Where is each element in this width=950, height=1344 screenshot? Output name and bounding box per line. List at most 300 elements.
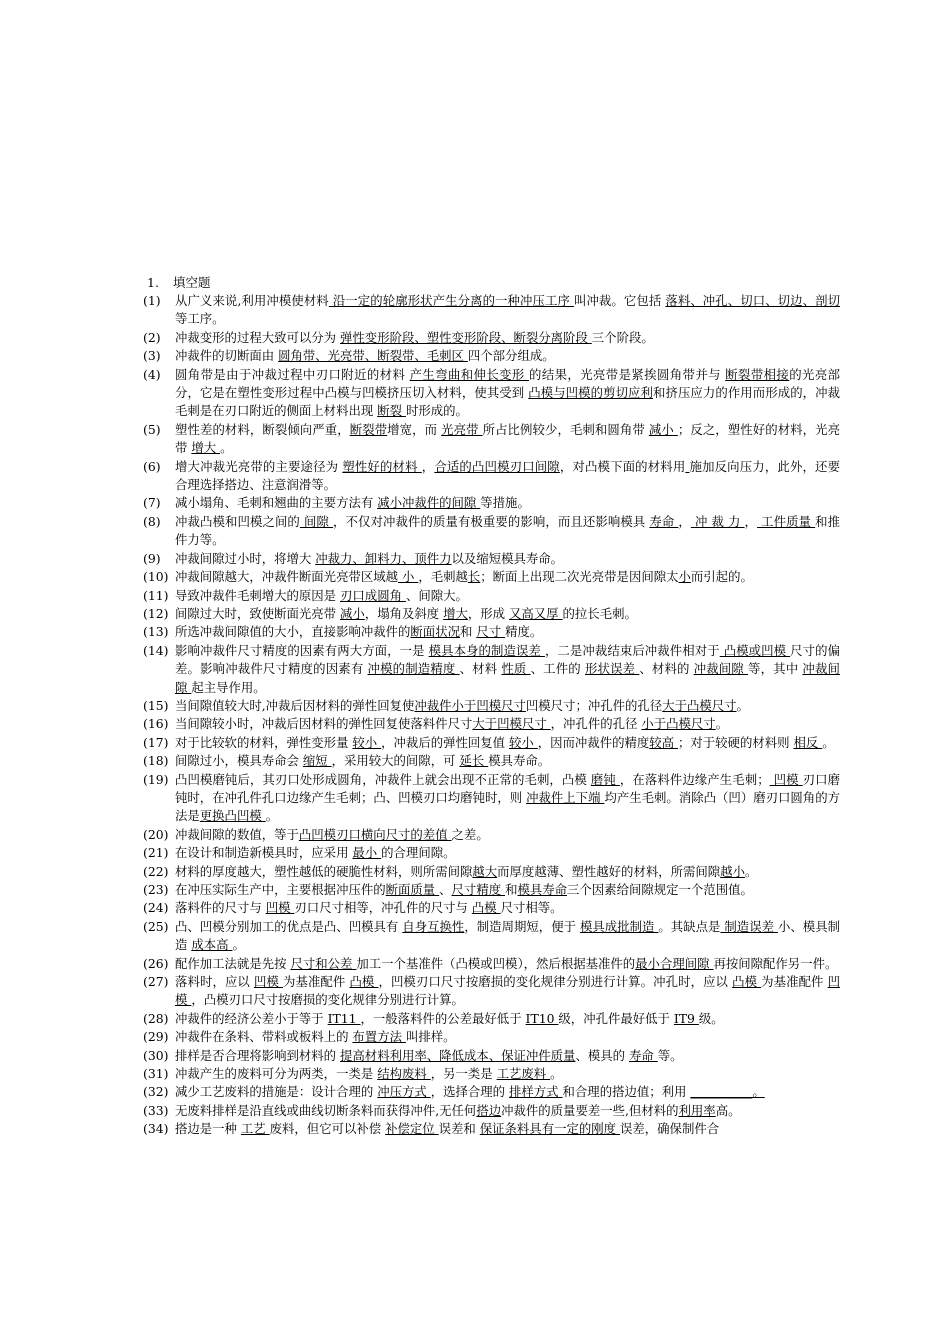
question-item [143,1028,840,1046]
question-number: (7) [143,495,161,511]
question-text [175,623,840,641]
question-text-fragment: 等工序。 [175,311,225,327]
question-text-fragment: 落料件的尺寸与 [175,900,266,916]
question-text-fragment: 高。 [715,1102,741,1118]
question-item [143,347,840,365]
question-text-fragment: 。 [232,937,245,953]
question-item [143,918,840,955]
question-text-fragment: 减小塌角、毛刺和翘曲的主要方法有 [175,495,378,511]
answer-blank: 产生弯曲和伸长变形 [409,366,530,382]
answer-blank: 小 [678,569,691,585]
question-number: (18) [143,753,169,769]
question-text-fragment: 。其缺点是 [658,918,721,934]
question-number: (29) [143,1029,169,1045]
question-item [143,568,840,586]
question-text-fragment: 叫排样。 [405,1029,456,1045]
question-text [175,513,840,550]
question-item [143,881,840,899]
answer-blank: 较高 [649,734,678,750]
question-text-fragment: ，对凸模下面的材料用 [559,458,686,474]
answer-blank: 断裂带相接 [725,366,790,382]
answer-blank: 冲裁力、卸料力、顶件力 [315,550,452,566]
question-text-fragment: 的拉长毛刺。 [562,605,637,621]
question-item [143,329,840,347]
question-text [175,568,840,586]
question-text-fragment: 减少工艺废料的措施是：设计合理的 [175,1084,378,1100]
question-item [143,421,840,458]
question-item [143,1047,840,1065]
question-text-fragment: 刃口磨钝时，在冲孔件孔口边缘产生毛刺；凸、凹模刃口均磨钝时，则 [175,771,840,805]
question-text-fragment: 模具寿命。 [488,753,551,769]
question-text-fragment: ；反之，塑性好的材料，光亮带 [175,421,841,456]
question-text-fragment: ， [421,458,435,474]
question-text-fragment: 冲裁件的切断面由 [175,348,279,364]
answer-blank: 凸模或凹模 [719,642,791,658]
answer-blank: 落料、冲孔、切口、切边、剖切 [665,293,840,308]
question-text-fragment: 在设计和制造新模具时，应采用 [175,845,353,861]
answer-blank: 补偿定位 [385,1121,439,1137]
question-item [143,955,840,973]
answer-blank: 减小冲裁件的间隙 [377,495,481,511]
answer-blank: __________。 [690,1084,765,1100]
question-text-fragment: ，凹模刃口尺寸按磨损的变化规律分别进行计算。冲孔时，应以 [378,974,733,990]
question-text [175,347,840,365]
question-text [175,899,840,917]
question-number: (19) [143,771,169,787]
question-item [143,1065,840,1083]
answer-blank: 凸凹模刃口横向尺寸的差值 [298,826,452,842]
question-number: (30) [143,1047,169,1063]
answer-blank: 更换凸凹模 [199,808,266,824]
question-text-fragment: ，另一类是 [430,1066,497,1082]
question-text-fragment: 级。 [698,1010,724,1026]
question-item [143,973,840,1010]
question-text-fragment: 级，冲孔件最好低于 [558,1010,674,1026]
question-text-fragment: 。 [715,716,729,732]
question-number: (16) [143,716,169,732]
question-number: (34) [143,1121,169,1137]
question-number: (26) [143,955,169,971]
question-text-fragment: ，二是冲裁结束后冲裁件相对于 [544,642,720,658]
question-number: (20) [143,826,169,842]
answer-blank: 沿一定的轮廓形状产生分离的一种冲压工序 [328,293,574,308]
question-text [175,1065,840,1083]
question-text-fragment: 、间隙大。 [405,587,468,603]
answer-blank: 冲裁件上下端 [526,789,605,805]
question-text-fragment: 和 [505,882,518,897]
answer-blank: 相反 [793,734,823,750]
question-text-fragment: 的结果，光亮带是紧挨圆角带并与 [529,366,726,382]
question-number: (22) [143,863,169,879]
answer-blank: 小 [398,569,419,585]
question-item [143,494,840,512]
answer-blank: 长 [467,569,481,585]
answer-blank: 布置方法 [352,1029,406,1045]
question-text-fragment: 凸凹模磨钝后，其刃口处形成圆角，冲裁件上就会出现不正常的毛刺，凸模 [175,771,591,787]
question-number: (6) [143,458,161,474]
question-text-fragment: 冲裁变形的过程大致可以分为 [175,329,341,345]
question-number: (2) [143,329,161,345]
question-text-fragment: 在冲压实际生产中，主要根据冲压件的 [175,882,386,897]
question-text-fragment: 。 [744,863,758,879]
answer-blank: 工件质量 [757,513,816,529]
question-text [175,1028,840,1046]
section-title: 填空题 [173,275,211,290]
question-number: (8) [143,513,161,529]
question-text-fragment: 三个因素给间隙规定一个范围值。 [567,882,753,897]
question-text-fragment: 。 [220,440,233,456]
question-text-fragment: ， [744,513,758,529]
question-text [175,587,840,605]
answer-blank: 凸模与凹模的剪切应利 [528,385,653,401]
question-text-fragment: 间隙过小，模具寿命会 [175,753,303,769]
question-item [143,1120,840,1138]
answer-blank: 凹模 [253,974,283,990]
answer-blank: 尺寸精度 [451,882,506,897]
answer-blank: 大于凸模尺寸 [662,697,737,713]
answer-blank: 寿命 [628,1047,658,1063]
question-text [175,955,840,973]
answer-blank: 间隙 [299,513,334,529]
question-text-fragment: 的光亮部分，它是在塑性变形过程中凸模与凹模挤压切入材料，使其受到 [175,366,840,401]
question-text [175,881,840,899]
question-text-fragment: 搭边是一种 [175,1121,241,1137]
question-text [175,458,840,495]
question-text [175,734,840,752]
question-text-fragment: 影响冲裁件尺寸精度的因素有两大方面，一是 [175,642,429,658]
question-number: (27) [143,974,169,990]
answer-blank: 排样方式 [509,1084,563,1100]
question-item [143,715,840,733]
question-number: (24) [143,900,169,916]
question-item [143,513,840,550]
question-text [175,292,840,329]
question-text-fragment: 。 [550,1066,563,1082]
answer-blank: 冲压方式 [377,1084,431,1100]
question-text-fragment: 间隙过大时，致使断面光亮带 [175,605,341,621]
question-text-fragment: 起主导作用。 [191,679,266,695]
answer-blank: 断裂 [377,403,406,419]
question-text-fragment: 塑性差的材料，断裂倾向严重， [175,421,350,437]
question-text-fragment: 、工件的 [530,661,585,677]
question-text-fragment: 和推件力等。 [175,513,840,548]
question-text [175,826,840,844]
question-text-fragment: ，凸模刃口尺寸按磨损的变化规律分别进行计算。 [191,992,464,1008]
question-text-fragment: 增大冲裁光亮带的主要途径为 [175,458,343,474]
question-text-fragment: 时形成的。 [405,403,468,419]
question-item [143,366,840,421]
question-text-fragment: 所选冲裁间隙值的大小，直接影响冲裁件的 [175,624,411,640]
answer-blank: 塑性好的材料 [342,458,422,474]
question-text-fragment: 。 [265,808,279,824]
question-number: (28) [143,1010,169,1026]
question-number: (11) [143,587,169,603]
question-text [175,1083,840,1101]
answer-blank: 凸模 [349,974,379,990]
question-text-fragment: 、材料 [459,661,502,677]
question-text-fragment: 误差，确保制件合 [620,1121,720,1137]
answer-blank: 凸模 [732,974,762,990]
question-number: (10) [143,569,169,585]
question-text-fragment: ，不仅对冲裁件的质量有极重要的影响，而且还影响模具 [333,513,650,529]
question-number: (31) [143,1066,169,1082]
answer-blank: 断面质量 [385,882,440,897]
answer-blank: 工艺 [240,1121,270,1137]
question-text-fragment: 和 [459,624,477,640]
question-text-fragment: 和合理的搭边值；利用 [562,1084,691,1100]
answer-blank: 较小 [509,734,538,750]
answer-blank: 结构废料 [377,1066,431,1082]
question-text-fragment: 冲裁件的经济公差小于等于 [175,1010,328,1026]
answer-blank: 冲 裁 力 [690,513,745,529]
question-item [143,292,840,329]
question-text-fragment: 冲裁间隙过小时，将增大 [175,550,316,566]
question-text [175,366,840,421]
question-item [143,697,840,715]
question-text-fragment: 废料，但它可以补偿 [269,1121,386,1137]
answer-blank: 刃口成圆角 [340,587,406,603]
answer-blank: 磨钝 [590,771,620,787]
question-text-fragment: 均产生毛刺。消除凸（凹）磨刃口圆角的方法是 [175,789,840,824]
answer-blank: 最小 [352,845,382,861]
question-number: (21) [143,845,169,861]
question-text-fragment: 和挤压应力的作用而形成的，冲裁毛刺是在刃口附近的侧面上材料出现 [175,385,841,419]
question-text [175,550,840,568]
question-number: (5) [143,421,161,437]
question-text-fragment: 而厚度越薄、塑性越好的材料，所需间隙 [497,863,721,879]
answer-blank: 圆角带、光亮带、断裂带、毛刺区 [278,348,468,364]
question-text [175,329,840,347]
question-text-fragment: ，形成 [467,605,510,621]
question-number: (15) [143,697,169,713]
answer-blank: IT9 [673,1010,699,1026]
question-text-fragment: 三个阶段。 [591,329,654,345]
answer-blank: 性质 [501,661,531,677]
question-text-fragment: 施加反向压力，此外，还要合理选择搭边、注意润滑等。 [175,458,841,493]
question-text-fragment: ，因而冲裁件的精度 [537,734,650,750]
question-item [143,863,840,881]
question-item [143,623,840,641]
question-text-fragment: 小、模具制造 [175,918,840,953]
question-text [175,1120,840,1138]
answer-blank: 制造误差 [720,918,778,934]
answer-blank: 最小合理间隙 [635,955,714,971]
question-text [175,771,840,826]
question-list [143,292,840,1139]
question-text-fragment: 的合理间隙。 [381,845,456,861]
question-text-fragment: 从广义来说,利用冲模使材料 [175,293,329,308]
question-item [143,844,840,862]
question-text-fragment: ，采用较大的间隙，可 [331,753,460,769]
question-item [143,605,840,623]
answer-blank: 增大 [191,440,221,456]
question-number: (3) [143,348,161,364]
answer-blank: 寿命 [649,513,679,529]
question-text-fragment: 、 [439,882,452,897]
question-text-fragment: 。 [736,697,749,713]
question-text-fragment: ，塌角及斜度 [364,605,444,621]
question-text-fragment: 当间隙较小时，冲裁后因材料的弹性回复使落料件尺寸 [175,716,473,732]
question-text-fragment: 冲裁凸模和凹模之间的 [175,513,300,529]
question-item [143,752,840,770]
question-number: (25) [143,918,169,934]
question-text-fragment: 配作加工法就是先按 [175,955,291,971]
answer-blank: 断面状况 [410,624,460,640]
answer-blank: 模具寿命 [517,882,568,897]
question-text-fragment: 无废料排样是沿直线或曲线切断条料而获得冲件,无任何 [175,1102,477,1118]
answer-blank: 保证条料具有一定的刚度 [479,1121,620,1137]
question-text-fragment: 以及缩短模具寿命。 [451,550,564,566]
question-text [175,697,840,715]
question-item [143,771,840,826]
answer-blank: IT11 [327,1010,361,1026]
answer-blank: 小于凸模尺寸 [641,716,716,732]
question-text-fragment: 等。 [657,1047,683,1063]
question-number: (17) [143,734,169,750]
question-text-fragment: 冲裁产生的废料可分为两类，一类是 [175,1066,378,1082]
question-text-fragment: 排样是否合理将影响到材料的 [175,1047,341,1063]
question-number: (33) [143,1102,169,1118]
question-number: (23) [143,882,169,897]
answer-blank: 形状误差 [584,661,640,677]
question-item [143,642,840,697]
question-text [175,1102,840,1120]
question-text-fragment: 为基准配件 [761,974,828,990]
question-text [175,844,840,862]
question-number: (1) [143,293,161,308]
question-number: (4) [143,366,161,382]
answer-blank: 弹性变形阶段、塑性变形阶段、断裂分离阶段 [340,329,592,345]
question-item [143,1083,840,1101]
question-text-fragment: ，冲裁后的弹性回复值 [381,734,510,750]
question-number: (12) [143,605,169,621]
question-item [143,734,840,752]
section-number: 1. [147,275,159,290]
question-text-fragment: 尺寸的偏差。影响冲裁件尺寸精度的因素有 [175,642,840,677]
question-text-fragment: 冲裁件的质量要差一些,但材料的 [501,1102,679,1118]
question-text-fragment: ，制造周期短，便于 [464,918,580,934]
answer-blank: 自身互换性 [402,918,465,934]
answer-blank: 光亮带 [441,421,483,437]
question-text-fragment: ， [678,513,691,529]
question-text-fragment: 精度。 [505,624,543,640]
answer-blank: 凸模 [471,900,501,916]
answer-blank: 又高又厚 [509,605,563,621]
question-text-fragment: 增宽，而 [387,421,442,437]
question-text-fragment: 而引起的。 [690,569,753,585]
answer-blank: 越大 [472,863,498,879]
question-text-fragment: 等，其中 [748,661,803,677]
question-text [175,642,840,697]
section-heading [147,274,211,291]
question-number: (14) [143,642,169,658]
question-text-fragment: ，毛刺越 [418,569,468,585]
question-text-fragment: 叫冲裁。它包括 [573,293,666,308]
question-text [175,1047,840,1065]
answer-blank: 凹模 [175,974,840,1008]
question-text-fragment: ；对于较硬的材料则 [678,734,794,750]
question-text [175,605,840,623]
question-text-fragment: 冲裁件在条料、带料或板料上的 [175,1029,353,1045]
question-text-fragment: ，冲孔件的孔径 [550,716,642,732]
answer-blank: 利用率 [678,1102,716,1118]
question-text-fragment: 冲裁间隙越大，冲裁件断面光亮带区域越 [175,569,399,585]
answer-blank: 模具成批制造 [579,918,659,934]
question-text-fragment: 凸、凹模分别加工的优点是凸、凹模具有 [175,918,403,934]
question-text-fragment: 对于比较软的材料，弹性变形量 [175,734,353,750]
question-text-fragment: 导致冲裁件毛刺增大的原因是 [175,587,341,603]
answer-blank: 断裂带 [349,421,388,437]
question-text-fragment: 为基准配件 [282,974,350,990]
question-text [175,421,840,458]
answer-blank: 冲模的制造精度 [367,661,460,677]
question-item [143,458,840,495]
question-text [175,715,840,733]
question-item [143,587,840,605]
answer-blank: 合适的凸凹模刃口间隙 [434,458,560,474]
question-item [143,550,840,568]
question-text-fragment: 所占比例较少，毛刺和圆角带 [482,421,649,437]
answer-blank: 工艺废料 [496,1066,551,1082]
question-text-fragment: 冲裁间隙的数值，等于 [175,826,299,842]
question-item [143,899,840,917]
question-text-fragment: 落料时，应以 [175,974,254,990]
answer-blank: 减小 [340,605,365,621]
question-text-fragment: 再按间隙配作另一件。 [713,955,838,971]
question-text [175,752,840,770]
question-text-fragment: 圆角带是由于冲裁过程中刃口附近的材料 [175,366,410,382]
answer-blank: IT10 [525,1010,559,1026]
question-text-fragment: 凹模尺寸；冲孔件的孔径 [525,697,663,713]
question-text-fragment: 尺寸相等。 [500,900,563,916]
answer-blank: 成本高 [191,937,233,953]
question-item [143,1010,840,1028]
question-text-fragment: ，在落料件边缘产生毛刺； [619,771,770,787]
answer-blank: 模具本身的制造误差 [428,642,545,658]
answer-blank: 大于凹模尺寸 [472,716,551,732]
question-text-fragment: 误差和 [438,1121,480,1137]
question-text-fragment: 、材料的 [639,661,694,677]
question-text [175,918,840,955]
question-text-fragment: 。 [822,734,835,750]
answer-blank: 延长 [459,753,489,769]
answer-blank: 增大 [443,605,468,621]
question-text [175,1010,840,1028]
answer-blank: 凹模 [265,900,295,916]
question-item [143,1102,840,1120]
question-text-fragment: 当间隙值较大时,冲裁后因材料的弹性回复使 [175,697,415,713]
question-text-fragment: 之差。 [451,826,489,842]
question-text [175,494,840,512]
answer-blank: 冲裁间隙 [693,661,749,677]
answer-blank: 冲裁间隙 [175,661,840,695]
answer-blank: 尺寸和公差 [290,955,357,971]
answer-blank: 凹模 [769,771,803,787]
answer-blank: 提高材料利用率、降低成本、保证冲件质量 [340,1047,576,1063]
question-text-fragment: 、模具的 [575,1047,629,1063]
question-text [175,973,840,1010]
question-number: (9) [143,550,161,566]
question-text-fragment: 加工一个基准件（凸模或凹模），然后根据基准件的 [356,955,636,971]
question-text-fragment: 材料的厚度越大，塑性越低的硬脆性材料，则所需间隙 [175,863,473,879]
question-text [175,863,840,881]
answer-blank: 尺寸 [476,624,506,640]
question-text-fragment: ，选择合理的 [430,1084,510,1100]
answer-blank: 减小 [648,421,678,437]
question-text-fragment: ，一般落料件的公差最好低于 [360,1010,526,1026]
question-number: (32) [143,1084,169,1100]
answer-blank: 搭边 [476,1102,502,1118]
